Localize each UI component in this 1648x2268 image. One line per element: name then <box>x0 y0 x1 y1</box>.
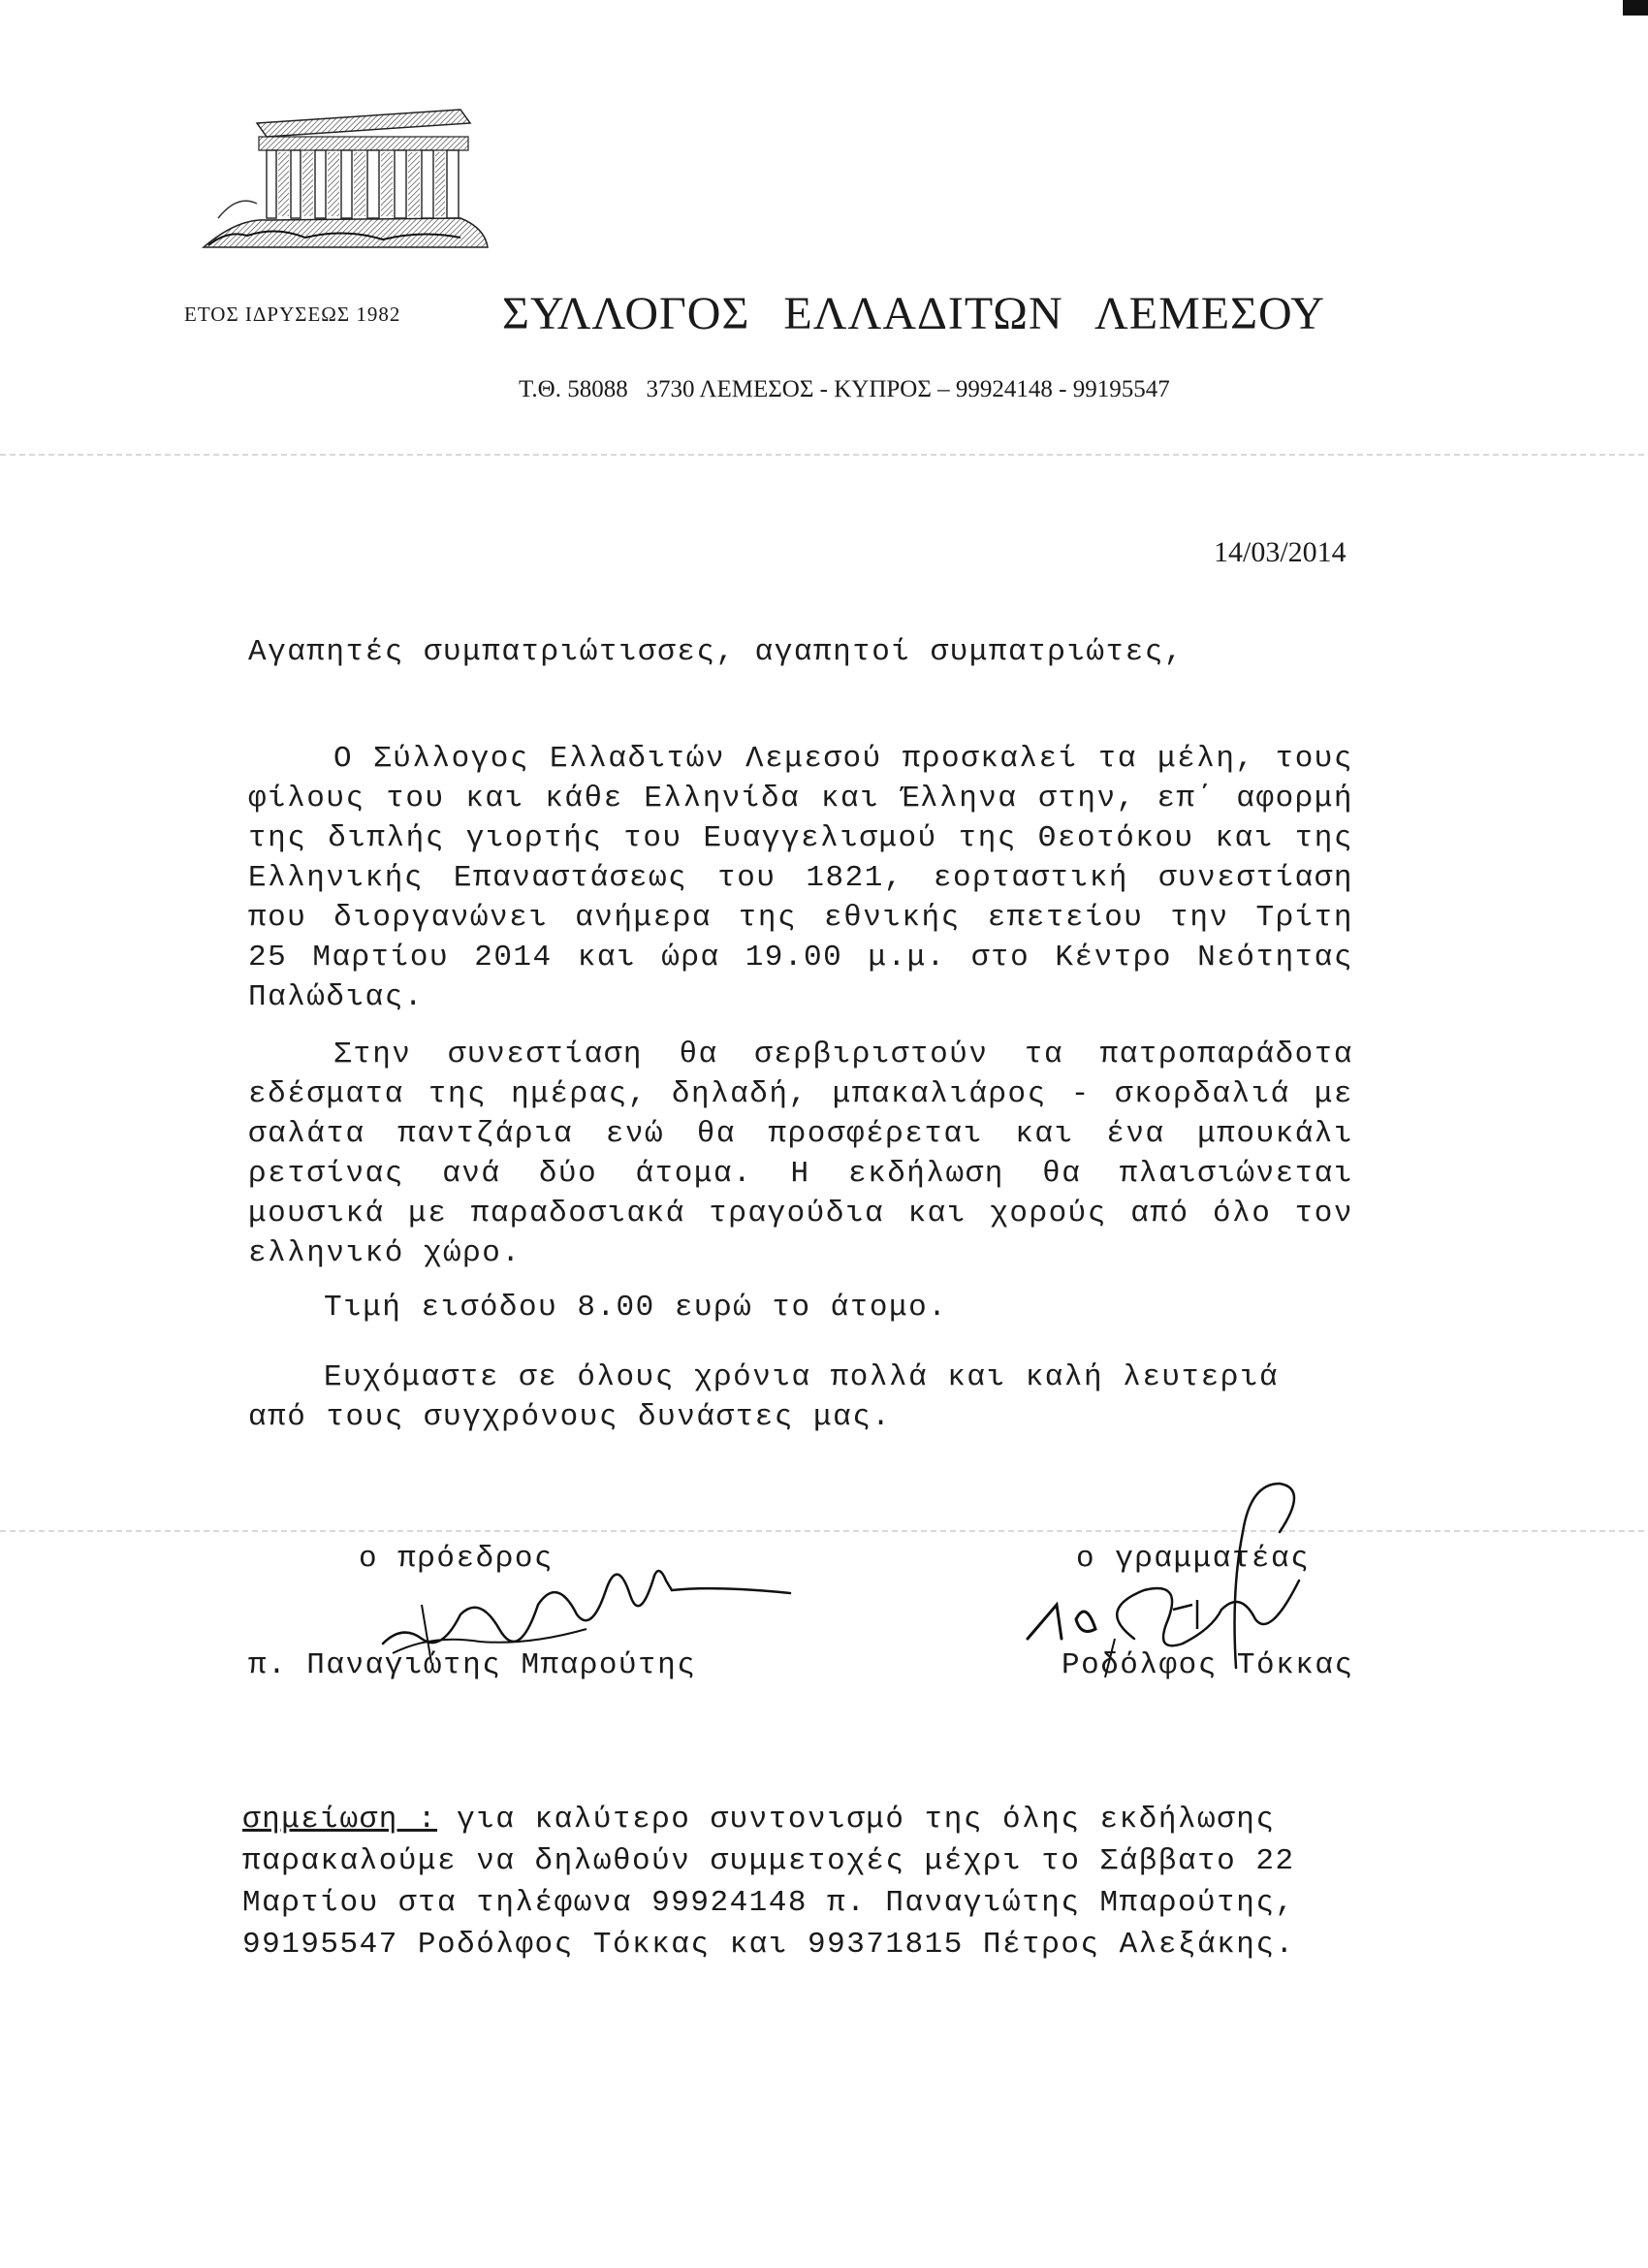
letter-date: 14/03/2014 <box>1214 536 1347 568</box>
note-text: για καλύτερο συντονισμό της όλης εκδήλωσης παρακαλούμε να δηλωθούν συμμετοχές μέχρι το Σάββατο 22 Μαρτίου στα τηλέφωνα 99924148 π. Παναγιώτης Μπαρούτης, 99195547 Ροδόλφος Τόκκας και 99371815 Πέτρος Αλεξάκης. <box>242 1803 1295 1962</box>
parthenon-logo <box>199 102 490 257</box>
secretary-signature <box>989 1474 1338 1726</box>
scan-artifact-line <box>0 1530 1648 1532</box>
scan-artifact-line <box>0 454 1648 456</box>
paragraph-text: Τιμή εισόδου 8.00 ευρώ το άτομο. <box>324 1291 948 1325</box>
secretary-name: Ροδόλφος Τόκκας <box>1062 1648 1354 1682</box>
salutation: Αγαπητές συμπατριώτισσες, αγαπητοί συμπατριώτες, <box>248 635 1184 669</box>
founded-year: ΕΤΟΣ ΙΔΡΥΣΕΩΣ 1982 <box>184 303 401 326</box>
footer-note <box>242 1799 1406 1965</box>
paragraph-text: Ευχόμαστε σε όλους χρόνια πολλά και καλή λευτεριά από τους συγχρόνους δυνάστες μας. <box>248 1360 1280 1434</box>
body-paragraph-price <box>248 1288 1353 1327</box>
president-title: ο πρόεδρος <box>359 1542 555 1576</box>
body-paragraph-wishes <box>248 1358 1353 1437</box>
note-label: σημείωση : <box>242 1803 438 1837</box>
secretary-title: ο γραμματέας <box>1076 1542 1311 1576</box>
paragraph-text: Στην συνεστίαση θα σερβιριστούν τα πατροπαράδοτα εδέσματα της ημέρας, δηλαδή, μπακαλιάρος - σκορδαλιά με σαλάτα παντζάρια ενώ θα προσφέρεται και ένα μπουκάλι ρετσίνας ανά δύο άτομα. Η εκδήλωση θα πλαισιώνεται μουσικά με παραδοσιακά τραγούδια και χορούς από όλο τον ελληνικό χώρο. <box>248 1038 1353 1270</box>
paragraph-text: Ο Σύλλογος Ελλαδιτών Λεμεσού προσκαλεί τα μέλη, τους φίλους του και κάθε Ελληνίδα και Έλληνα στην, επ΄ αφορμή της διπλής γιορτής του Ευαγγελισμού της Θεοτόκου και της Ελληνικής Επαναστάσεως του 1821, εορταστική συνεστίαση που διοργανώνει ανήμερα της εθνικής επετείου την Τρίτη 25 Μαρτίου 2014 και ώρα 19.00 μ.μ. στο Κέντρο Νεότητας Παλώδιας. <box>248 742 1353 1014</box>
body-paragraph-invitation <box>248 739 1353 1017</box>
organization-address: Τ.Θ. 58088 3730 ΛΕΜΕΣΟΣ - ΚΥΠΡΟΣ – 99924148 - 99195547 <box>519 376 1170 402</box>
scan-edge-mark <box>1623 0 1648 16</box>
president-name: π. Παναγιώτης Μπαρούτης <box>248 1648 697 1682</box>
organization-name: ΣΥΛΛΟΓΟΣ ΕΛΛΑΔΙΤΩΝ ΛΕΜΕΣΟΥ <box>502 288 1325 339</box>
body-paragraph-menu <box>248 1035 1353 1273</box>
